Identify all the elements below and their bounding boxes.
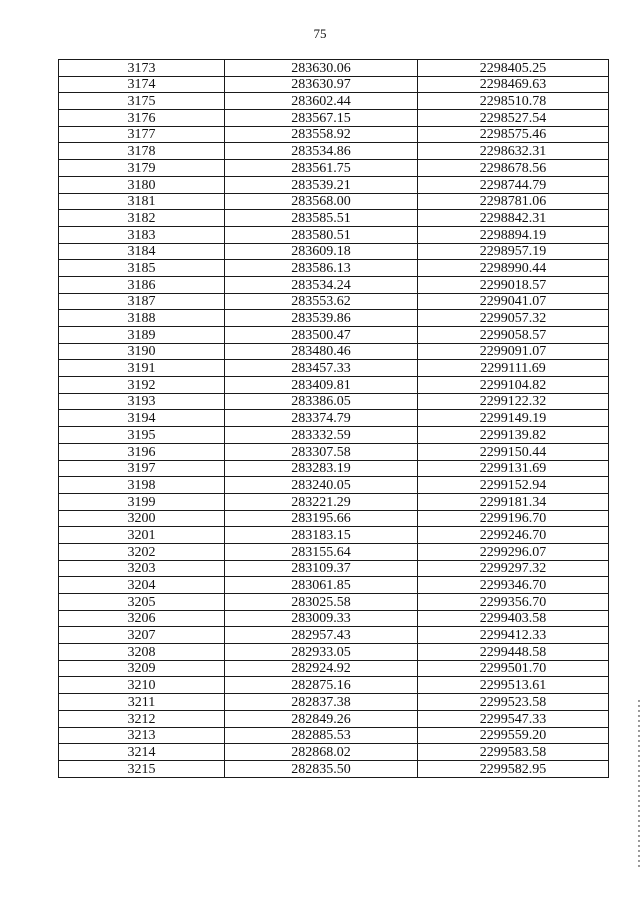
y-coordinate-cell: 2299152.94 xyxy=(418,477,609,494)
x-coordinate-cell: 283500.47 xyxy=(225,327,418,344)
point-number-cell: 3212 xyxy=(59,710,225,727)
y-coordinate-cell: 2299346.70 xyxy=(418,577,609,594)
y-coordinate-cell: 2298510.78 xyxy=(418,93,609,110)
table-row xyxy=(59,360,609,377)
table-row xyxy=(59,543,609,560)
y-coordinate-cell: 2299523.58 xyxy=(418,694,609,711)
x-coordinate-cell: 283534.24 xyxy=(225,276,418,293)
point-number-cell: 3214 xyxy=(59,744,225,761)
x-coordinate-cell: 283109.37 xyxy=(225,560,418,577)
y-coordinate-cell: 2299196.70 xyxy=(418,510,609,527)
point-number-cell: 3187 xyxy=(59,293,225,310)
y-coordinate-cell: 2299111.69 xyxy=(418,360,609,377)
y-coordinate-cell: 2299448.58 xyxy=(418,644,609,661)
x-coordinate-cell: 282924.92 xyxy=(225,660,418,677)
y-coordinate-cell: 2298405.25 xyxy=(418,60,609,77)
y-coordinate-cell: 2298990.44 xyxy=(418,260,609,277)
point-number-cell: 3185 xyxy=(59,260,225,277)
table-row xyxy=(59,93,609,110)
point-number-cell: 3194 xyxy=(59,410,225,427)
y-coordinate-cell: 2299122.32 xyxy=(418,393,609,410)
point-number-cell: 3205 xyxy=(59,594,225,611)
y-coordinate-cell: 2299412.33 xyxy=(418,627,609,644)
table-row xyxy=(59,627,609,644)
y-coordinate-cell: 2299041.07 xyxy=(418,293,609,310)
x-coordinate-cell: 283374.79 xyxy=(225,410,418,427)
table-row xyxy=(59,410,609,427)
y-coordinate-cell: 2299501.70 xyxy=(418,660,609,677)
y-coordinate-cell: 2299058.57 xyxy=(418,327,609,344)
x-coordinate-cell: 283585.51 xyxy=(225,210,418,227)
table-row xyxy=(59,710,609,727)
y-coordinate-cell: 2298957.19 xyxy=(418,243,609,260)
y-coordinate-cell: 2299057.32 xyxy=(418,310,609,327)
point-number-cell: 3200 xyxy=(59,510,225,527)
table-row xyxy=(59,610,609,627)
table-row xyxy=(59,226,609,243)
y-coordinate-cell: 2298575.46 xyxy=(418,126,609,143)
table-row xyxy=(59,76,609,93)
table-row xyxy=(59,327,609,344)
point-number-cell: 3181 xyxy=(59,193,225,210)
table-row xyxy=(59,377,609,394)
table-row xyxy=(59,727,609,744)
table-row xyxy=(59,276,609,293)
y-coordinate-cell: 2299583.58 xyxy=(418,744,609,761)
y-coordinate-cell: 2299149.19 xyxy=(418,410,609,427)
table-row xyxy=(59,243,609,260)
point-number-cell: 3203 xyxy=(59,560,225,577)
x-coordinate-cell: 283332.59 xyxy=(225,427,418,444)
y-coordinate-cell: 2299018.57 xyxy=(418,276,609,293)
table-row xyxy=(59,644,609,661)
x-coordinate-cell: 283025.58 xyxy=(225,594,418,611)
table-row xyxy=(59,176,609,193)
y-coordinate-cell: 2298781.06 xyxy=(418,193,609,210)
point-number-cell: 3211 xyxy=(59,694,225,711)
x-coordinate-cell: 283609.18 xyxy=(225,243,418,260)
x-coordinate-cell: 282837.38 xyxy=(225,694,418,711)
point-number-cell: 3191 xyxy=(59,360,225,377)
y-coordinate-cell: 2298894.19 xyxy=(418,226,609,243)
x-coordinate-cell: 283457.33 xyxy=(225,360,418,377)
x-coordinate-cell: 282875.16 xyxy=(225,677,418,694)
x-coordinate-cell: 283553.62 xyxy=(225,293,418,310)
point-number-cell: 3179 xyxy=(59,160,225,177)
table-row xyxy=(59,694,609,711)
x-coordinate-cell: 283183.15 xyxy=(225,527,418,544)
y-coordinate-cell: 2299131.69 xyxy=(418,460,609,477)
point-number-cell: 3193 xyxy=(59,393,225,410)
point-number-cell: 3177 xyxy=(59,126,225,143)
table-row xyxy=(59,477,609,494)
point-number-cell: 3206 xyxy=(59,610,225,627)
x-coordinate-cell: 283558.92 xyxy=(225,126,418,143)
y-coordinate-cell: 2299139.82 xyxy=(418,427,609,444)
table-row xyxy=(59,143,609,160)
table-row xyxy=(59,560,609,577)
table-row xyxy=(59,760,609,777)
table-row xyxy=(59,393,609,410)
table-row xyxy=(59,510,609,527)
y-coordinate-cell: 2299150.44 xyxy=(418,443,609,460)
y-coordinate-cell: 2298527.54 xyxy=(418,110,609,127)
x-coordinate-cell: 283630.06 xyxy=(225,60,418,77)
coordinates-table-body xyxy=(59,60,609,778)
x-coordinate-cell: 282933.05 xyxy=(225,644,418,661)
table-row xyxy=(59,660,609,677)
x-coordinate-cell: 283586.13 xyxy=(225,260,418,277)
y-coordinate-cell: 2299356.70 xyxy=(418,594,609,611)
x-coordinate-cell: 283580.51 xyxy=(225,226,418,243)
point-number-cell: 3173 xyxy=(59,60,225,77)
point-number-cell: 3204 xyxy=(59,577,225,594)
point-number-cell: 3210 xyxy=(59,677,225,694)
point-number-cell: 3199 xyxy=(59,493,225,510)
coordinates-table xyxy=(58,59,609,778)
table-row xyxy=(59,343,609,360)
table-row xyxy=(59,160,609,177)
x-coordinate-cell: 283630.97 xyxy=(225,76,418,93)
table-row xyxy=(59,260,609,277)
x-coordinate-cell: 283221.29 xyxy=(225,493,418,510)
point-number-cell: 3188 xyxy=(59,310,225,327)
table-row xyxy=(59,594,609,611)
x-coordinate-cell: 283480.46 xyxy=(225,343,418,360)
point-number-cell: 3209 xyxy=(59,660,225,677)
point-number-cell: 3182 xyxy=(59,210,225,227)
x-coordinate-cell: 283567.15 xyxy=(225,110,418,127)
x-coordinate-cell: 283539.21 xyxy=(225,176,418,193)
table-row xyxy=(59,210,609,227)
y-coordinate-cell: 2298842.31 xyxy=(418,210,609,227)
table-row xyxy=(59,427,609,444)
point-number-cell: 3196 xyxy=(59,443,225,460)
table-row xyxy=(59,443,609,460)
x-coordinate-cell: 282835.50 xyxy=(225,760,418,777)
point-number-cell: 3208 xyxy=(59,644,225,661)
table-row xyxy=(59,577,609,594)
table-row xyxy=(59,293,609,310)
x-coordinate-cell: 283061.85 xyxy=(225,577,418,594)
y-coordinate-cell: 2299091.07 xyxy=(418,343,609,360)
y-coordinate-cell: 2299181.34 xyxy=(418,493,609,510)
point-number-cell: 3213 xyxy=(59,727,225,744)
x-coordinate-cell: 283283.19 xyxy=(225,460,418,477)
point-number-cell: 3184 xyxy=(59,243,225,260)
y-coordinate-cell: 2299246.70 xyxy=(418,527,609,544)
point-number-cell: 3197 xyxy=(59,460,225,477)
table-row xyxy=(59,310,609,327)
x-coordinate-cell: 283155.64 xyxy=(225,543,418,560)
point-number-cell: 3195 xyxy=(59,427,225,444)
table-row xyxy=(59,193,609,210)
x-coordinate-cell: 282885.53 xyxy=(225,727,418,744)
point-number-cell: 3198 xyxy=(59,477,225,494)
y-coordinate-cell: 2299403.58 xyxy=(418,610,609,627)
point-number-cell: 3207 xyxy=(59,627,225,644)
y-coordinate-cell: 2299582.95 xyxy=(418,760,609,777)
point-number-cell: 3189 xyxy=(59,327,225,344)
x-coordinate-cell: 283539.86 xyxy=(225,310,418,327)
table-row xyxy=(59,60,609,77)
y-coordinate-cell: 2299513.61 xyxy=(418,677,609,694)
x-coordinate-cell: 282957.43 xyxy=(225,627,418,644)
y-coordinate-cell: 2298632.31 xyxy=(418,143,609,160)
x-coordinate-cell: 283307.58 xyxy=(225,443,418,460)
point-number-cell: 3202 xyxy=(59,543,225,560)
table-row xyxy=(59,527,609,544)
y-coordinate-cell: 2299297.32 xyxy=(418,560,609,577)
y-coordinate-cell: 2298469.63 xyxy=(418,76,609,93)
x-coordinate-cell: 282849.26 xyxy=(225,710,418,727)
point-number-cell: 3176 xyxy=(59,110,225,127)
point-number-cell: 3190 xyxy=(59,343,225,360)
y-coordinate-cell: 2299296.07 xyxy=(418,543,609,560)
y-coordinate-cell: 2298678.56 xyxy=(418,160,609,177)
x-coordinate-cell: 283602.44 xyxy=(225,93,418,110)
x-coordinate-cell: 282868.02 xyxy=(225,744,418,761)
x-coordinate-cell: 283240.05 xyxy=(225,477,418,494)
x-coordinate-cell: 283561.75 xyxy=(225,160,418,177)
y-coordinate-cell: 2299547.33 xyxy=(418,710,609,727)
y-coordinate-cell: 2298744.79 xyxy=(418,176,609,193)
table-row xyxy=(59,110,609,127)
table-row xyxy=(59,493,609,510)
table-row xyxy=(59,126,609,143)
y-coordinate-cell: 2299104.82 xyxy=(418,377,609,394)
x-coordinate-cell: 283534.86 xyxy=(225,143,418,160)
table-row xyxy=(59,460,609,477)
table-row xyxy=(59,744,609,761)
x-coordinate-cell: 283568.00 xyxy=(225,193,418,210)
x-coordinate-cell: 283386.05 xyxy=(225,393,418,410)
point-number-cell: 3201 xyxy=(59,527,225,544)
x-coordinate-cell: 283009.33 xyxy=(225,610,418,627)
point-number-cell: 3192 xyxy=(59,377,225,394)
point-number-cell: 3180 xyxy=(59,176,225,193)
point-number-cell: 3183 xyxy=(59,226,225,243)
x-coordinate-cell: 283409.81 xyxy=(225,377,418,394)
table-row xyxy=(59,677,609,694)
point-number-cell: 3175 xyxy=(59,93,225,110)
y-coordinate-cell: 2299559.20 xyxy=(418,727,609,744)
point-number-cell: 3178 xyxy=(59,143,225,160)
page-number: 75 xyxy=(313,26,327,41)
point-number-cell: 3186 xyxy=(59,276,225,293)
point-number-cell: 3174 xyxy=(59,76,225,93)
point-number-cell: 3215 xyxy=(59,760,225,777)
x-coordinate-cell: 283195.66 xyxy=(225,510,418,527)
